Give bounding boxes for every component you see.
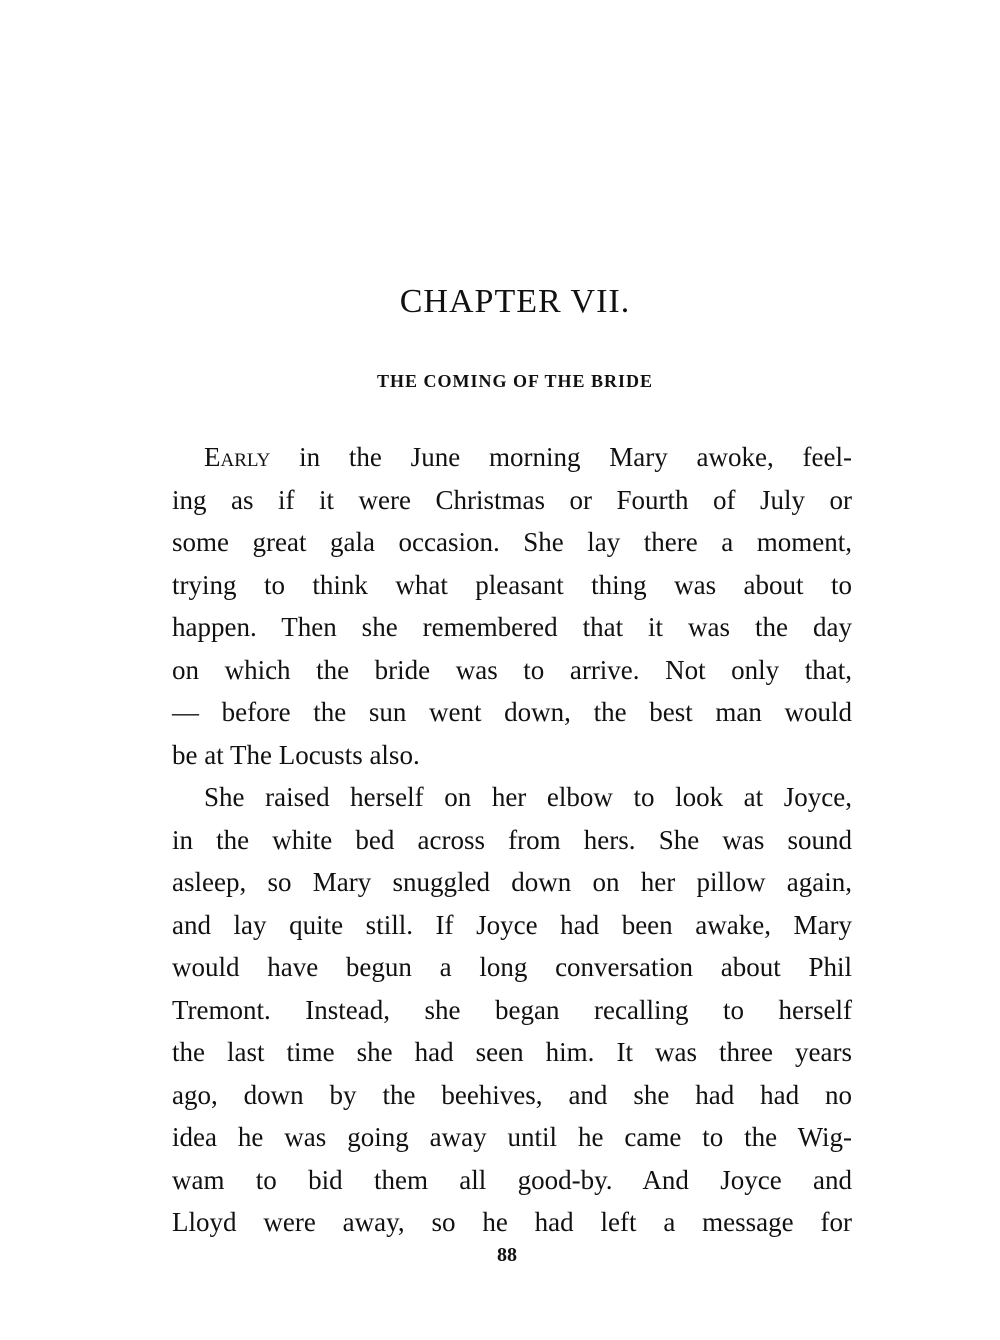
- text-line: ing as if it were Christmas or Fourth of July or: [172, 484, 852, 515]
- body-text: [172, 436, 852, 1244]
- text-line: would have begun a long conversation about Phil: [172, 952, 852, 982]
- text-line: the last time she had seen him. It was three years: [172, 1037, 852, 1067]
- text-line: happen. Then she remembered that it was the day: [172, 612, 852, 642]
- text-line: wam to bid them all good-by. And Joyce and: [172, 1164, 852, 1195]
- text-line: asleep, so Mary snuggled down on her pillow again,: [172, 867, 852, 897]
- paragraph-lead-word: Early: [204, 442, 271, 472]
- text-line: She raised herself on her elbow to look at Joyce,: [204, 782, 852, 812]
- text-line: be at The Locusts also.: [172, 739, 420, 770]
- page-number: 88: [497, 1244, 517, 1266]
- paragraph-1-line-1: [172, 436, 852, 479]
- text-line: on which the bride was to arrive. Not only that,: [172, 654, 852, 685]
- text-line: in the June morning Mary awoke, feel-: [270, 442, 852, 472]
- text-line: Tremont. Instead, she began recalling to herself: [172, 994, 852, 1025]
- text-line: — before the sun went down, the best man would: [172, 697, 852, 727]
- text-line: and lay quite still. If Joyce had been awake, Mary: [172, 909, 852, 940]
- text-line: trying to think what pleasant thing was about to: [172, 569, 852, 600]
- text-line: Lloyd were away, so he had left a message for: [172, 1207, 852, 1237]
- text-line: idea he was going away until he came to the Wig-: [172, 1122, 852, 1152]
- text-line: some great gala occasion. She lay there a moment,: [172, 527, 852, 557]
- text-line: ago, down by the beehives, and she had had no: [172, 1079, 852, 1110]
- chapter-subtitle: THE COMING OF THE BRIDE: [376, 371, 654, 391]
- chapter-title: CHAPTER VII.: [399, 283, 631, 320]
- text-line: in the white bed across from hers. She was sound: [172, 824, 852, 855]
